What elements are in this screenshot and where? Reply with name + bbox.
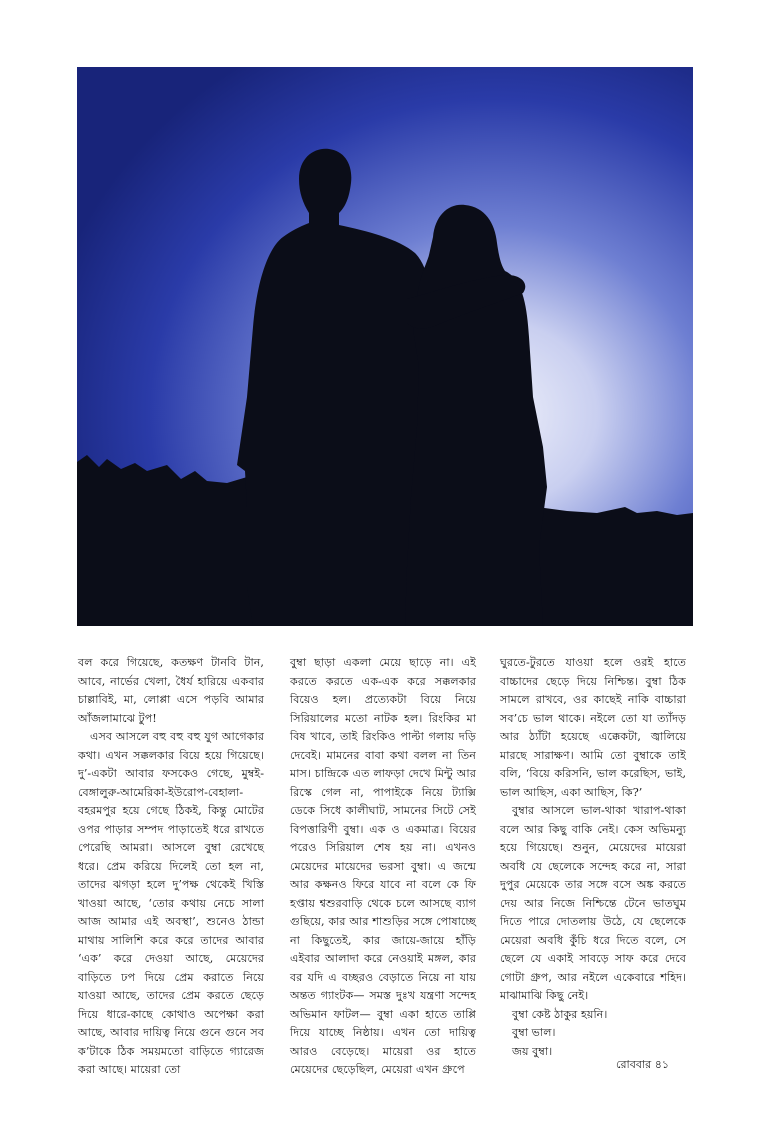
text-column-2 bbox=[290, 654, 476, 1080]
paragraph: বল করে গিয়েছে, কতক্ষণ টানবি টান, আবে, নার্ভের খেলা, ধৈর্য হারিয়ে একবার চাল্লাবিই, মা, লোপ্পা এসে পড়বি আমার আঁজলামাঝে টুপ! bbox=[78, 656, 264, 725]
paragraph: বুম্বার আসলে ভাল-থাকা খারাপ-থাকা বলে আর কিছু বাকি নেই। কেস অভিমন্যু হয়ে গিয়েছে। শুনুন, মেয়েদের মায়েরা অবধি যে ছেলেকে সন্দেহ করে না, সারা দুপুর মেয়েকে তার সঙ্গে বসে অঙ্ক করতে দেয় আর নিজে নিশ্চিন্তে টেনে ভাতঘুম দিতে পারে দোতলায় উঠে, যে ছেলেকে মেয়েরা অবধি কুঁচি ধরে দিতে বলে, সে ছেলে যে একাই সাবড়ে সাফ করে দেবে গোটা গ্রুপ, আর নইলে একেবারে শহিদ। মাঝামাঝি কিছু নেই। bbox=[500, 804, 686, 1002]
paragraph: এসব আসলে বহু বহু বহু যুগ আগেকার কথা। এখন সক্কলকার বিয়ে হয়ে গিয়েছে। দু’-একটা আবার ফসকেও গেছে, মুম্বই-বেঙ্গালুরু-আমেরিকা-ইউরোপ-বেহালা-বহরমপুর হয়ে গেছে ঠিকই, কিন্তু মোটের ওপর পাড়ার সম্পদ পাড়াতেই ধরে রাখতে পেরেছি আমরা। আসলে বুম্বা রেখেছে ধরে। প্রেম করিয়ে দিলেই তো হল না, তাদের ঝগড়া হলে দু’পক্ষ থেকেই খিস্তি খাওয়া আছে, ‘তোর কথায় নেচে সালা আজ আমার এই অবস্থা’, শুনেও ঠান্ডা মাথায় সালিশি করে করে তাদের আবার ‘এক’ করে দেওয়া আছে, মেয়েদের বাড়িতে ঢপ দিয়ে প্রেম করাতে নিয়ে যাওয়া আছে, তাদের প্রেম করতে ছেড়ে দিয়ে ধারে-কাছে কোথাও অপেক্ষা করা আছে, আবার দায়িত্ব নিয়ে গুনে গুনে সব ক’টাকে ঠিক সময়মতো বাড়িতে গ্যারেজ করা আছে। মায়েরা তো bbox=[78, 730, 264, 1076]
text-column-1 bbox=[78, 654, 264, 1080]
couple-silhouette-photo bbox=[77, 67, 693, 626]
magazine-name: রোববার bbox=[616, 1058, 652, 1071]
paragraph: বুম্বা ভাল। bbox=[512, 1026, 556, 1039]
paragraph: জয় বুম্বা। bbox=[512, 1044, 553, 1058]
paragraph: বুম্বা কেষ্ট ঠাকুর হয়নি। bbox=[512, 1007, 608, 1021]
page-number: ৪১ bbox=[654, 1058, 669, 1071]
paragraph: বুম্বা ছাড়া একলা মেয়ে ছাড়ে না। এই করতে করতে এক-এক করে সক্কলকার বিয়েও হল। প্রত্যেকটা বিয়ে নিয়ে সিরিয়ালের মতো নাটক হল। রিংকির মা বিষ খাবে, তাই রিংকিও পাল্টা গলায় দড়ি দেবেই। মামনের বাবা কথা বলল না তিন মাস। চান্দ্রিকে এত লাফড়া দেখে মিন্টু আর রিস্কে গেল না, পাপাইকে নিয়ে ট্যাক্সি ডেকে সিধে কালীঘাট, সামনের সিটে সেই বিপত্তারিণী বুম্বা। এক ও একমাত্র। বিয়ের পরেও সিরিয়াল শেষ হয় না। এখনও মেয়েদের মায়েদের ভরসা বুম্বা। এ জন্মে আর কক্ষনও ফিরে যাবে না বলে কে ফি হপ্তায় শ্বশুরবাড়ি থেকে চলে আসছে ব্যাগ গুছিয়ে, কার আর শাশুড়ির সঙ্গে পোষাচ্ছে না কিছুতেই, কার জায়ে-জায়ে হাঁড়ি এইবার আলাদা করে নেওয়াই মঙ্গল, কার বর যদি এ বচ্ছরও বেড়াতে নিয়ে না যায় অন্তত গ্যাংটক— সমস্ত দুঃখ যন্ত্রণা সন্দেহ অভিমান ফাটল— বুম্বা একা হাতে তাপ্পি দিয়ে যাচ্ছে নিষ্ঠায়। এখন তো দায়িত্ব আরও বেড়েছে। মায়েরা ওর হাতে মেয়েদের ছেড়েছিল, মেয়েরা এখন গ্রুপে bbox=[290, 656, 476, 1076]
paragraph: ঘুরতে-টুরতে যাওয়া হলে ওরই হাতে বাচ্চাদের ছেড়ে দিয়ে নিশ্চিন্ত। বুম্বা ঠিক সামলে রাখবে, ওর কাছেই নাকি বাচ্চারা সব’চে ভাল থাকে। নইলে তো যা ত্যাঁদড় আর ঠ্যাঁটা হয়েছে এক্কেকটা, জ্বালিয়ে মারছে সারাক্ষণ। আমি তো বুম্বাকে তাই বলি, ‘বিয়ে করিসনি, ভাল করেছিস, ভাই, ভাল আছিস, একা আছিস, কি?’ bbox=[500, 656, 686, 799]
text-column-3 bbox=[500, 654, 686, 1061]
cover-photo bbox=[77, 67, 693, 626]
page-folio bbox=[616, 1056, 669, 1075]
